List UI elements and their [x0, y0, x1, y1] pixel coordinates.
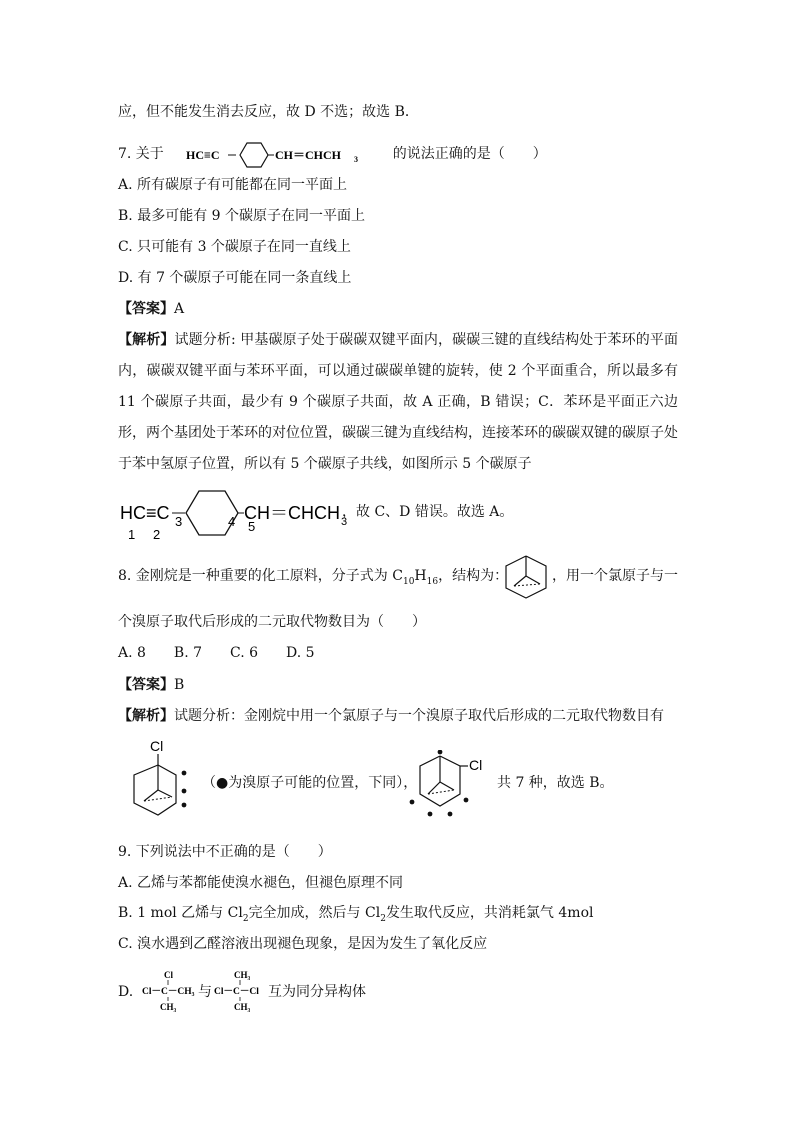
q8-stem-line1	[118, 566, 508, 592]
q7-analysis	[118, 325, 678, 480]
num-2: 2	[153, 527, 161, 542]
q9-b-sub1: 2	[242, 913, 249, 924]
f1-mid: Cl－C－CH₃	[142, 987, 195, 997]
q8-part1: 8. 金刚烷是一种重要的化工原料，分子式为 C	[118, 568, 403, 584]
q8-analysis-text: 试题分析：金刚烷中用一个氯原子与一个溴原子取代后形成的二元取代物数目有	[174, 708, 664, 724]
diagram-left: HC≡C	[120, 503, 170, 523]
q8-options: A. 8 B. 7 C. 6 D. 5	[118, 645, 315, 661]
q8-answer-value: B	[174, 677, 185, 693]
adamantane-structure	[502, 554, 550, 602]
q7-answer-label: 【答案】	[118, 301, 174, 317]
q7-prefix: 7. 关于	[118, 146, 164, 162]
q7-analysis-label: 【解析】	[118, 332, 175, 348]
q8-cl-structure-2	[406, 750, 496, 830]
q7-stem	[118, 139, 547, 169]
q9-stem: 9. 下列说法中不正确的是（ ）	[118, 844, 332, 860]
q7-answer-value: A	[174, 301, 185, 317]
f1-bot: CH₃	[160, 1002, 177, 1012]
q7-answer	[118, 299, 184, 319]
f1-top: Cl	[164, 970, 173, 980]
q9-b-sub2: 2	[380, 913, 386, 924]
num-4: 4	[228, 514, 236, 529]
q9-d-tail: 互为同分异构体	[268, 984, 366, 1000]
q8-analysis-label: 【解析】	[118, 708, 174, 724]
q8-stem-line2: 个溴原子取代后形成的二元取代物数目为（ ）	[118, 614, 426, 630]
q7-analysis-text: 试题分析: 甲基碳原子处于碳碳双键平面内，碳碳三键的直线结构处于苯环的平面内，碳碳双键平面与苯环平面，可以通过碳碳单键的旋转，使 2 个平面重合，所以最多有 11 个碳原子共面，最少有 9 个碳原子共面，故 A 正确，B 错误；C．苯环是平面正六边形，两个基团处于苯环的对位位置，碳碳三键为直线结构，连接苯环的碳碳双键的碳原子处于苯中氢原子位置，所以有 5 个碳原子共线，如图所示 5 个碳原子	[118, 332, 678, 472]
q8-answer-label: 【答案】	[118, 677, 174, 693]
q7-diagram-tail: ，故 C、D 错误。故选 A。	[342, 504, 514, 520]
q7-option-b: B. 最多可能有 9 个碳原子在同一平面上	[118, 208, 365, 224]
f2-top: CH₃	[234, 970, 251, 980]
q8-answer	[118, 675, 184, 695]
diagram-right: CH＝CHCH	[244, 503, 340, 523]
q9-option-d-label: D.	[118, 984, 134, 1000]
continuation-line: 应，但不能发生消去反应，故 D 不选；故选 B．	[118, 104, 419, 120]
q8-sub1: 10	[402, 576, 415, 587]
q7-formula	[178, 139, 378, 169]
q7-option-c: C. 只可能有 3 个碳原子在同一直线上	[118, 239, 351, 255]
q9-formula-1	[140, 968, 200, 1012]
q7-option-a: A. 所有碳原子有可能都在同一平面上	[118, 177, 348, 193]
cl-label-2: Cl	[469, 757, 483, 773]
q9-b-part2: 完全加成，然后与 Cl	[248, 905, 381, 921]
q8-note: （●为溴原子可能的位置，下同），	[202, 775, 418, 791]
q7-formula-right: CH＝CHCH	[275, 148, 342, 162]
num-3: 3	[175, 514, 183, 529]
q9-b-part3: 发生取代反应，共消耗氯气 4mol	[385, 905, 594, 921]
q8-sub2: 16	[426, 576, 439, 587]
q8-cl-structure-1	[126, 735, 198, 825]
q8-part3: ，用一个氯原子与一	[552, 568, 678, 584]
num-5: 5	[248, 519, 256, 534]
f2-mid: Cl－C－Cl	[214, 987, 259, 997]
f2-bot: CH₃	[234, 1002, 251, 1012]
q7-numbered-structure	[118, 485, 348, 545]
cl-label-1: Cl	[150, 738, 164, 754]
q8-mid: H	[414, 568, 427, 584]
q8-part2: ，结构为：	[438, 568, 509, 584]
num-1: 1	[128, 527, 136, 542]
q8-tail: 共 7 种，故选 B。	[497, 775, 614, 791]
q7-formula-sub: 3	[354, 155, 359, 164]
q9-formula-2	[212, 968, 268, 1012]
q9-option-c: C. 溴水遇到乙醛溶液出现褪色现象，是因为发生了氧化反应	[118, 936, 488, 952]
q8-analysis	[118, 706, 664, 726]
q9-d-with: 与	[198, 984, 212, 1000]
q9-b-part1: B. 1 mol 乙烯与 Cl	[118, 905, 243, 921]
q9-option-a: A. 乙烯与苯都能使溴水褪色，但褪色原理不同	[118, 875, 404, 891]
q7-option-d: D. 有 7 个碳原子可能在同一条直线上	[118, 270, 352, 286]
q7-formula-left: HC≡C	[186, 148, 220, 162]
diagram-sub: 3	[341, 516, 348, 528]
q9-option-b	[118, 903, 593, 929]
q7-suffix: 的说法正确的是（ ）	[392, 146, 547, 162]
